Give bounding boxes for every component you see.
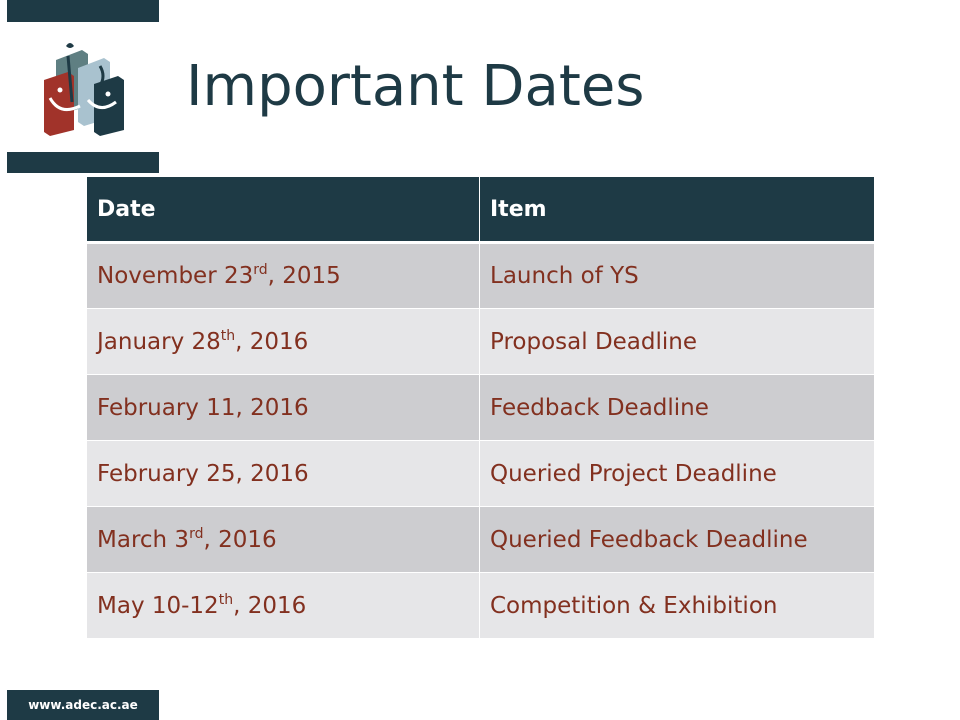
slide-title: Important Dates bbox=[186, 54, 645, 119]
date-main: November 23 bbox=[97, 263, 254, 289]
date-main: February 25, 2016 bbox=[97, 460, 309, 487]
item-cell: Feedback Deadline bbox=[480, 375, 875, 441]
date-main: January 28 bbox=[97, 328, 221, 355]
date-cell bbox=[87, 375, 480, 441]
table-row bbox=[87, 243, 875, 309]
header-item: Item bbox=[480, 177, 875, 243]
table-row bbox=[87, 441, 875, 507]
date-tail: , 2016 bbox=[203, 526, 277, 553]
date-ordinal: rd bbox=[189, 525, 204, 542]
date-tail: , 2016 bbox=[235, 328, 309, 355]
item-cell: Queried Feedback Deadline bbox=[480, 507, 875, 573]
date-ordinal: th bbox=[220, 327, 236, 344]
item-cell: Queried Project Deadline bbox=[480, 441, 875, 507]
table-row bbox=[87, 507, 875, 573]
header-date: Date bbox=[87, 177, 480, 243]
item-cell: Proposal Deadline bbox=[480, 309, 875, 375]
footer-url[interactable]: www.adec.ac.ae bbox=[7, 690, 159, 720]
date-ordinal: rd bbox=[253, 262, 268, 278]
item-cell: Competition & Exhibition bbox=[480, 573, 875, 639]
date-main: February 11, 2016 bbox=[97, 394, 309, 421]
table-row bbox=[87, 309, 875, 375]
mid-accent-bar bbox=[7, 152, 159, 173]
top-accent-bar bbox=[7, 0, 159, 22]
table-row bbox=[87, 375, 875, 441]
date-cell bbox=[87, 507, 480, 573]
date-cell bbox=[87, 441, 480, 507]
table-row bbox=[87, 573, 875, 639]
date-cell bbox=[87, 243, 480, 309]
date-tail: , 2016 bbox=[233, 592, 307, 619]
item-cell: Launch of YS bbox=[480, 243, 875, 309]
date-cell bbox=[87, 573, 480, 639]
date-ordinal: th bbox=[218, 591, 234, 608]
date-main: March 3 bbox=[97, 526, 190, 553]
date-tail: , 2015 bbox=[267, 263, 341, 289]
date-cell bbox=[87, 309, 480, 375]
date-main: May 10-12 bbox=[97, 592, 219, 619]
adec-logo-icon bbox=[38, 38, 130, 138]
important-dates-table bbox=[86, 176, 875, 639]
table-header-row bbox=[87, 177, 875, 243]
